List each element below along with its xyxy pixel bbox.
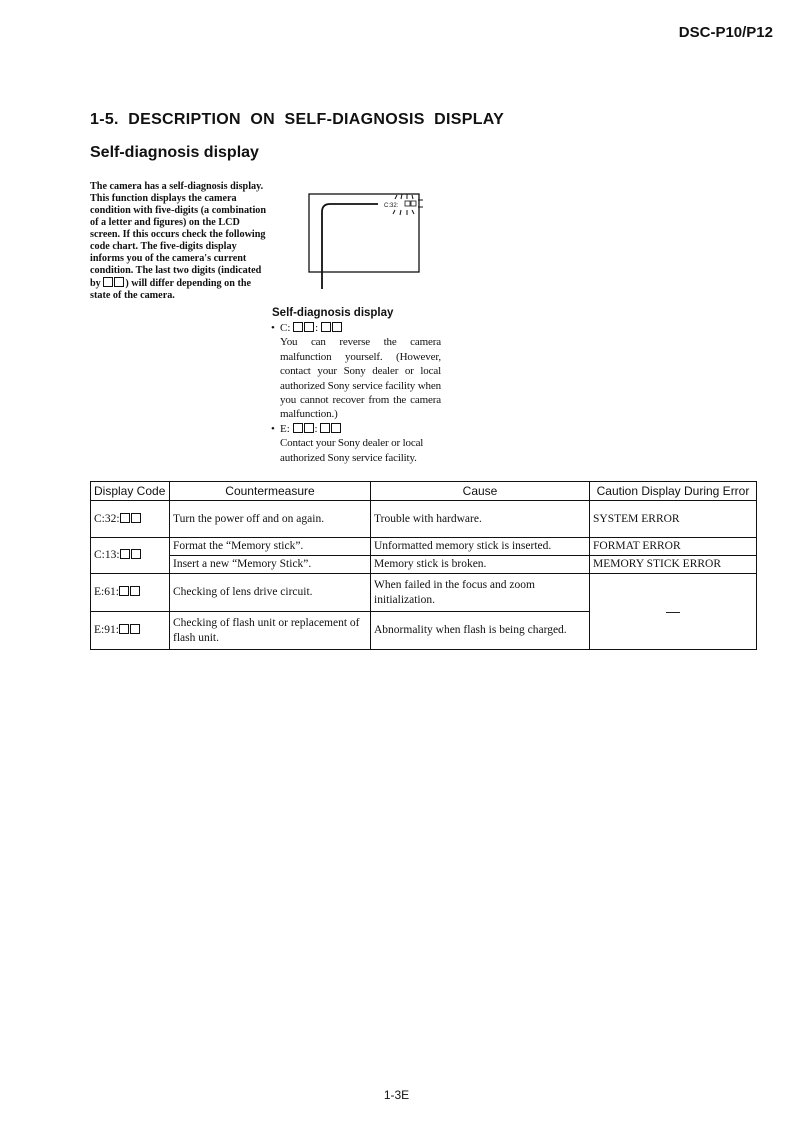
countermeasure-cell: Checking of lens drive circuit. <box>170 574 371 612</box>
cause-cell: Abnormality when flash is being charged. <box>371 612 590 650</box>
pointer-line <box>322 204 378 289</box>
intro-text: The camera has a self-diagnosis display. This function displays the camera condition with five-digits (a combination of a letter and figures) on the LCD screen. If this occurs check the following code chart. The five-digits display informs you of the camera's current condition. The last two digits (indicated by <box>90 181 267 289</box>
bullet: • <box>271 422 275 435</box>
subsection-title: Self-diagnosis display <box>90 144 259 161</box>
display-code-cell: C:13: <box>91 538 170 574</box>
digit-box <box>320 423 330 433</box>
countermeasure-cell: Format the “Memory stick”. <box>170 538 371 556</box>
code-c-line: • C: : <box>271 321 441 335</box>
intro-text-end: ) will differ depending on the state of the camera. <box>90 278 252 301</box>
screen-digit-box <box>411 201 416 206</box>
digit-box <box>120 513 130 523</box>
countermeasure-cell: Turn the power off and on again. <box>170 501 371 538</box>
digit-placeholder-box <box>103 277 113 287</box>
header-cause: Cause <box>371 482 590 501</box>
header-countermeasure: Countermeasure <box>170 482 371 501</box>
caution-cell: MEMORY STICK ERROR <box>590 556 757 574</box>
digit-box <box>321 322 331 332</box>
lcd-screen-diagram <box>305 192 425 292</box>
cause-cell: Trouble with hardware. <box>371 501 590 538</box>
display-code-cell: E:61: <box>91 574 170 612</box>
digit-box <box>293 322 303 332</box>
table-header-row <box>91 482 757 501</box>
screen-digit-box <box>405 201 410 206</box>
section-title: 1-5. DESCRIPTION ON SELF-DIAGNOSIS DISPLAY <box>90 111 505 128</box>
cause-cell: Memory stick is broken. <box>371 556 590 574</box>
code-e-description: Contact your Sony dealer or local authorized Sony service facility. <box>280 437 424 464</box>
cause-cell: Unformatted memory stick is inserted. <box>371 538 590 556</box>
self-diagnosis-heading: Self-diagnosis display <box>272 307 394 319</box>
table-row <box>91 556 757 574</box>
digit-box <box>130 586 140 596</box>
code-e-line: • E: : <box>271 422 441 436</box>
display-code-cell: C:32: <box>91 501 170 538</box>
model-number: DSC-P10/P12 <box>678 24 773 41</box>
bullet: • <box>271 322 275 334</box>
code-c-description: You can reverse the camera malfunction yourself. (However, contact your Sony dealer or local authorized Sony service facility when you cannot recover from the camera malfunction.) <box>280 336 441 421</box>
self-diagnosis-codes <box>271 321 441 465</box>
digit-box <box>120 549 130 559</box>
digit-box <box>119 624 129 634</box>
caution-cell: — <box>590 574 757 650</box>
caution-cell: FORMAT ERROR <box>590 538 757 556</box>
digit-box <box>293 423 303 433</box>
countermeasure-cell: Checking of flash unit or replacement of flash unit. <box>170 612 371 650</box>
digit-box <box>304 322 314 332</box>
digit-box <box>332 322 342 332</box>
digit-box <box>130 624 140 634</box>
table-row <box>91 538 757 556</box>
cause-cell: When failed in the focus and zoom initialization. <box>371 574 590 612</box>
countermeasure-cell: Insert a new “Memory Stick”. <box>170 556 371 574</box>
digit-box <box>304 423 314 433</box>
digit-box <box>131 549 141 559</box>
display-code-cell: E:91: <box>91 612 170 650</box>
page-number: 1-3E <box>383 1088 410 1102</box>
digit-placeholder-box <box>114 277 124 287</box>
digit-box <box>331 423 341 433</box>
caution-cell: SYSTEM ERROR <box>590 501 757 538</box>
header-caution-display: Caution Display During Error <box>590 482 757 501</box>
table-row <box>91 574 757 612</box>
code-prefix: C: <box>280 322 294 334</box>
table-row <box>91 501 757 538</box>
digit-box <box>131 513 141 523</box>
error-code-table <box>90 481 757 650</box>
intro-paragraph <box>90 181 272 302</box>
screen-code-text: C:32: <box>384 203 399 209</box>
code-prefix: E: <box>280 422 293 435</box>
digit-box <box>119 586 129 596</box>
header-display-code: Display Code <box>91 482 170 501</box>
